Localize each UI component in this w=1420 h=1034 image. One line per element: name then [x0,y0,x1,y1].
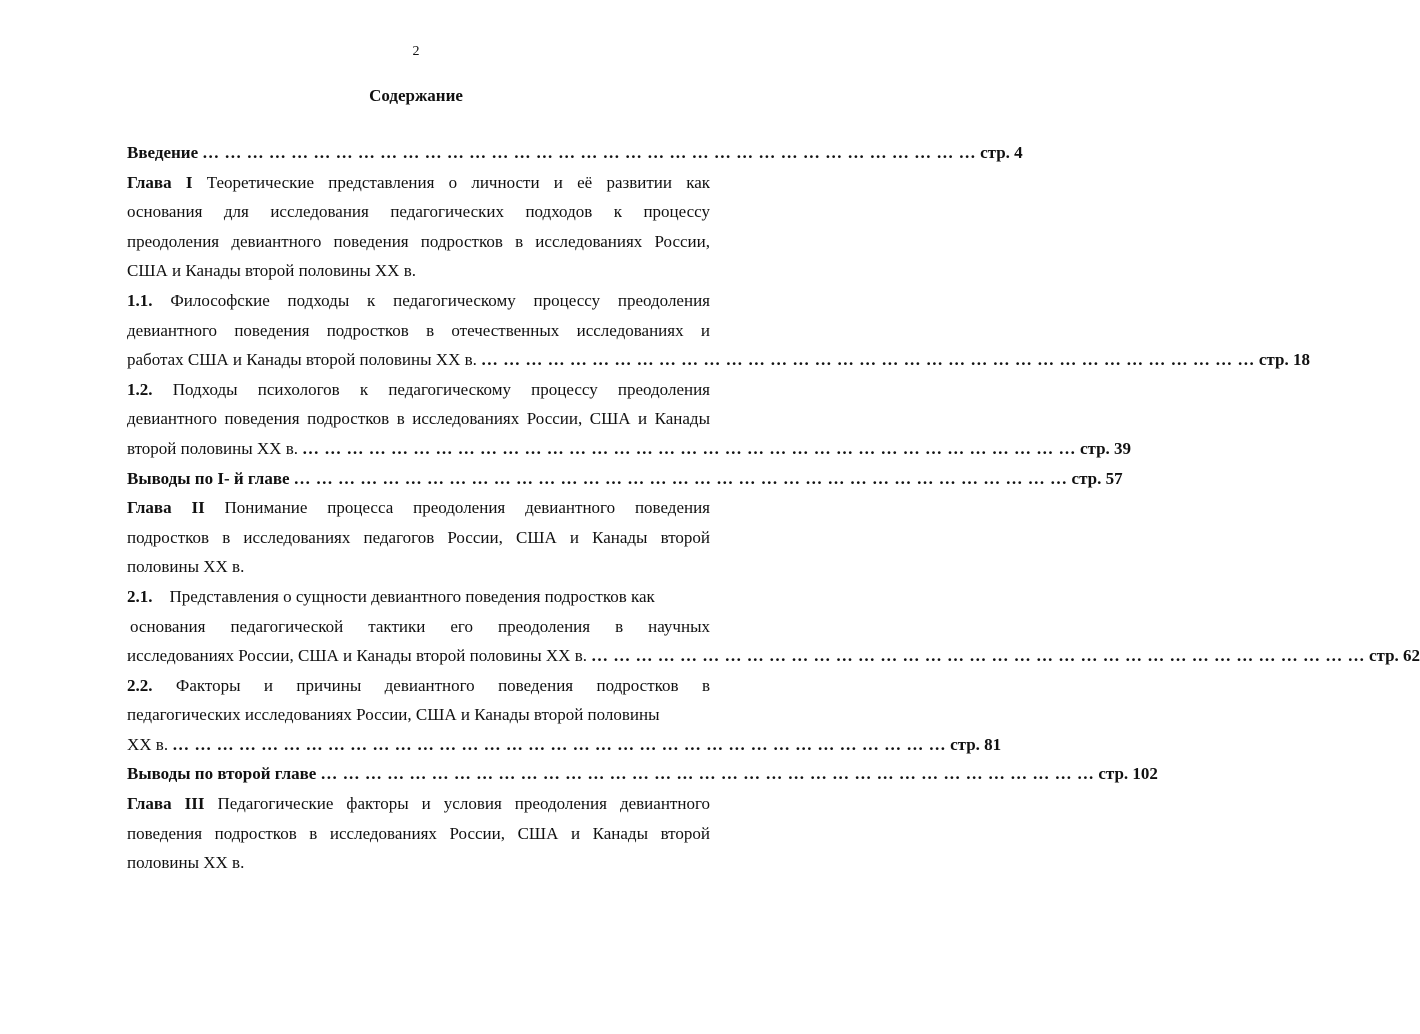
toc-line [127,789,710,819]
toc-entry-chapter-1 [127,168,710,286]
toc-entry-label: Глава II [127,498,205,518]
toc-line [127,286,710,316]
toc-entry-label: Введение [127,143,199,162]
toc-page-ref: стр. 81 [950,734,1002,754]
toc-page-ref: стр. 4 [980,143,1023,162]
toc-entry-label: 2.2. [127,675,153,695]
dot-leader: … … … … … … … … … … … … … … … … … … … … … … … … … … … … … … … … … … … [320,764,1095,784]
table-of-contents [127,138,1420,878]
toc-entry-chapter-3 [127,789,710,878]
toc-line: девиантного поведения подростков в исследованиях России, США и Канады [127,409,710,429]
toc-line [127,493,710,523]
toc-entry-label: Выводы по I- й главе [127,468,290,488]
dot-leader: … … … … … … … … … … … … … … … … … … … … … … … … … … … … … … … … … … … [590,646,1365,666]
toc-page-ref: стр. 18 [1258,350,1310,370]
toc-line [127,641,1420,671]
toc-line: подростков в исследованиях педагогов России, США и Канады второй [127,527,710,547]
toc-entry-label: Глава III [127,794,205,814]
toc-entry-label: Выводы по второй главе [127,764,317,784]
toc-line [127,345,1310,375]
dot-leader: … … … … … … … … … … … … … … … … … … … … … … … … … … … … … … … … … … … [172,734,947,754]
toc-entry-text: Теоретические представления о личности и её развитии как [206,172,710,192]
toc-page-ref: стр. 102 [1098,764,1158,784]
toc-line [127,375,710,405]
toc-entry-text: Понимание процесса преодоления девиантного поведения [224,498,710,518]
toc-line: половины ХХ в. [127,557,245,577]
dot-leader: … … … … … … … … … … … … … … … … … … … … … … … … … … … … … … … … … … … [480,350,1255,370]
toc-entry-section-2-2 [127,671,1002,760]
toc-entry-label: Глава I [127,172,193,192]
toc-entry-text: Факторы и причины девиантного поведения подростков в [175,675,710,695]
toc-entry-text: Представления о сущности девиантного поведения подростков как [169,586,655,606]
toc-entry-label: 1.1. [127,290,153,310]
toc-entry-label: 2.1. [127,586,153,606]
toc-line: преодоления девиантного поведения подростков в исследованиях России, [127,231,710,251]
toc-entry-text: исследованиях России, США и Канады второй половины ХХ в. [127,646,587,666]
dot-leader: … … … … … … … … … … … … … … … … … … … … … … … … … … … … … … … … … … … [293,468,1068,488]
toc-line [127,168,710,198]
toc-line: половины ХХ в. [127,853,245,873]
toc-page-ref: стр. 57 [1071,468,1123,488]
page-title: Содержание [369,86,463,105]
toc-entry-chapter-2 [127,493,710,582]
toc-line: поведения подростков в исследованиях России, США и Канады второй [127,823,710,843]
dot-leader: … … … … … … … … … … … … … … … … … … … … … … … … … … … … … … … … … … … [302,438,1076,458]
toc-entry-conclusions-2 [127,759,1158,789]
toc-page-ref: стр. 62 [1368,646,1420,666]
toc-entry-introduction [127,138,1023,168]
toc-entry-text: второй половины ХХ в. [127,438,298,458]
toc-line [127,730,1002,760]
toc-entry-text: ХХ в. [127,734,169,754]
page-number: 2 [412,44,420,59]
toc-line [127,582,710,612]
toc-entry-label: 1.2. [127,379,153,399]
toc-line [127,434,1132,464]
toc-line [127,671,710,701]
toc-entry-conclusions-1 [127,464,1123,494]
toc-page-ref: стр. 39 [1080,438,1132,458]
toc-entry-text: Подходы психологов к педагогическому процессу преодоления [172,379,711,399]
toc-line: США и Канады второй половины ХХ в. [127,261,416,281]
toc-line: педагогических исследованиях России, США и Канады второй половины [127,705,660,725]
toc-entry-section-2-1 [127,582,1420,671]
toc-line: девиантного поведения подростков в отечественных исследованиях и [127,320,710,340]
toc-line: основания для исследования педагогических подходов к процессу [127,202,710,222]
toc-line: основания педагогической тактики его преодоления в научных [130,616,710,636]
toc-entry-text: Педагогические факторы и условия преодоления девиантного [217,794,710,814]
dot-leader: … … … … … … … … … … … … … … … … … … … … … … … … … … … … … … … … … … … [202,143,977,162]
toc-entry-text: работах США и Канады второй половины ХХ в. [127,350,477,370]
toc-entry-section-1-2 [127,375,1132,464]
toc-entry-text: Философские подходы к педагогическому процессу преодоления [170,290,710,310]
toc-entry-section-1-1 [127,286,1310,375]
